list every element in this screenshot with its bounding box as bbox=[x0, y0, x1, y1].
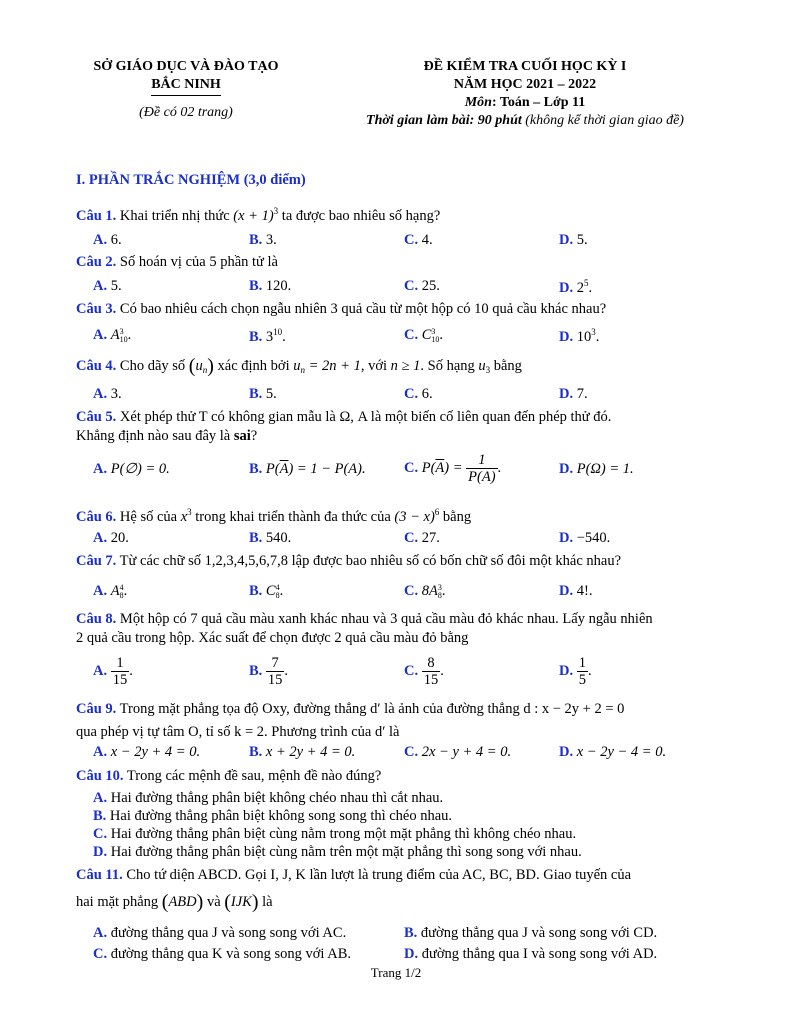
q7-option-c[interactable]: C. 8A 3 8 . bbox=[404, 582, 446, 600]
q11-option-a[interactable]: A. đường thẳng qua J và song song với AC. bbox=[93, 925, 347, 941]
q10-option-a[interactable]: A. Hai đường thẳng phân biệt không chéo nhau thì cắt nhau. bbox=[93, 790, 444, 806]
q3-option-c[interactable]: C. C 3 10 . bbox=[404, 326, 444, 344]
q1-option-d[interactable]: D. 5. bbox=[559, 232, 588, 248]
q6-option-a[interactable]: A. 20. bbox=[93, 530, 129, 546]
question-11: Câu 11. Cho tứ diện ABCD. Gọi I, J, K lần lượt là trung điểm của AC, BC, BD. Giao tuyến của hai mặt phẳng (ABD) và (IJK) là bbox=[76, 867, 632, 913]
question-1: Câu 1. Khai triển nhị thức $(x + 1)^3$ ta được bao nhiêu số hạng? bbox=[76, 206, 441, 224]
exam-title: ĐỀ KIỂM TRA CUỐI HỌC KỲ I bbox=[423, 59, 627, 74]
page-count-note: (Đề có 02 trang) bbox=[139, 105, 233, 120]
q2-option-b[interactable]: B. 120. bbox=[249, 278, 292, 294]
section-title: I. PHẦN TRẮC NGHIỆM (3,0 điểm) bbox=[76, 172, 306, 188]
exam-info-block bbox=[310, 58, 740, 130]
department-name: SỞ GIÁO DỤC VÀ ĐÀO TẠO bbox=[93, 59, 279, 74]
q6-option-b[interactable]: B. 540. bbox=[249, 530, 292, 546]
q8-option-a[interactable]: A. $\frac{1}{15}$ . bbox=[93, 655, 133, 688]
q11-option-d[interactable]: D. đường thẳng qua I và song song với AD. bbox=[404, 946, 658, 962]
question-7: Câu 7. Từ các chữ số 1,2,3,4,5,6,7,8 lập được bao nhiêu số có bốn chữ số đôi một khác nhau? bbox=[76, 553, 622, 569]
q3-option-b[interactable]: B. $3^{10}$. bbox=[249, 327, 286, 345]
q1-option-b[interactable]: B. 3. bbox=[249, 232, 277, 248]
time-note: (không kể thời gian giao đề) bbox=[525, 113, 684, 128]
q6-option-c[interactable]: C. 27. bbox=[404, 530, 440, 546]
q5-option-c[interactable]: C. $P(\overline{A})$ = $\frac{1}{P(A)}$ . bbox=[404, 452, 502, 485]
q8-option-b[interactable]: B. $\frac{7}{15}$ . bbox=[249, 655, 289, 688]
question-2: Câu 2. Số hoán vị của 5 phần tử là bbox=[76, 254, 278, 270]
question-4: Câu 4. Cho dãy số $(u_n)$ xác định bởi $u_n = 2n + 1$, với n ≥ 1. Số hạng $u_3$ bằng bbox=[76, 355, 522, 377]
q7-option-a[interactable]: A. A 4 8 . bbox=[93, 582, 128, 600]
q11-option-c[interactable]: C. đường thẳng qua K và song song với AB. bbox=[93, 946, 352, 962]
subject-label: Môn bbox=[464, 95, 492, 110]
q9-option-c[interactable]: C. 2x − y + 4 = 0. bbox=[404, 744, 512, 760]
q4-option-d[interactable]: D. 7. bbox=[559, 386, 588, 402]
question-10: Câu 10. Trong các mệnh đề sau, mệnh đề nào đúng? bbox=[76, 768, 382, 784]
q10-option-d[interactable]: D. Hai đường thẳng phân biệt cùng nằm trên một mặt phẳng thì song song với nhau. bbox=[93, 844, 582, 860]
q1-option-a[interactable]: A. 6. bbox=[93, 232, 122, 248]
q6-option-d[interactable]: D. −540. bbox=[559, 530, 611, 546]
time-label: Thời gian làm bài: 90 phút bbox=[366, 113, 522, 128]
q5-option-a[interactable]: A. P(∅) = 0. bbox=[93, 461, 170, 477]
question-5: Câu 5. Xét phép thử T có không gian mẫu là Ω, A là một biến cố liên quan đến phép thử đó. Khẳng định nào sau đây là sai? bbox=[76, 409, 612, 444]
q10-option-c[interactable]: C. Hai đường thẳng phân biệt cùng nằm trong một mặt phẳng thì không chéo nhau. bbox=[93, 826, 577, 842]
question-9: Câu 9. Trong mặt phẳng tọa độ Oxy, đường thẳng d′ là ảnh của đường thẳng d : x − 2y + 2 = 0 qua phép vị tự tâm O, tỉ số k = 2. Phương trình của d′ là bbox=[76, 701, 625, 740]
department-block bbox=[62, 58, 310, 122]
q10-option-b[interactable]: B. Hai đường thẳng phân biệt không song song thì chéo nhau. bbox=[93, 808, 453, 824]
q3-option-a[interactable]: A. A 3 10 . bbox=[93, 326, 132, 344]
question-8: Câu 8. Một hộp có 7 quả cầu màu xanh khác nhau và 3 quả cầu màu đỏ khác nhau. Lấy ngẫu nhiên 2 quả cầu trong hộp. Xác suất để chọn được 2 quả cầu màu đỏ bằng bbox=[76, 611, 653, 646]
q5-option-b[interactable]: B. $P(\overline{A}) = 1 - P(A)$. bbox=[249, 461, 366, 477]
province-name: BẮC NINH bbox=[151, 76, 221, 96]
q11-option-b[interactable]: B. đường thẳng qua J và song song với CD. bbox=[404, 925, 658, 941]
page-footer: Trang 1/2 bbox=[370, 965, 422, 980]
q2-option-a[interactable]: A. 5. bbox=[93, 278, 122, 294]
q9-option-a[interactable]: A. x − 2y + 4 = 0. bbox=[93, 744, 201, 760]
q3-option-d[interactable]: D. $10^3$. bbox=[559, 327, 600, 345]
q4-option-a[interactable]: A. 3. bbox=[93, 386, 122, 402]
q8-option-c[interactable]: C. $\frac{8}{15}$ . bbox=[404, 655, 444, 688]
question-6: Câu 6. Hệ số của $x^3$ trong khai triển thành đa thức của $(3 - x)^6$ bằng bbox=[76, 507, 472, 525]
subject-value: : Toán – Lớp 11 bbox=[491, 95, 586, 110]
q7-option-b[interactable]: B. C 4 8 . bbox=[249, 582, 284, 600]
q1-option-c[interactable]: C. 4. bbox=[404, 232, 433, 248]
question-3: Câu 3. Có bao nhiêu cách chọn ngẫu nhiên 3 quả cầu từ một hộp có 10 quả cầu khác nhau? bbox=[76, 301, 607, 317]
q4-option-b[interactable]: B. 5. bbox=[249, 386, 277, 402]
q2-option-d[interactable]: D. $2^5$. bbox=[559, 278, 593, 296]
q7-option-d[interactable]: D. 4!. bbox=[559, 583, 593, 599]
q9-option-b[interactable]: B. x + 2y + 4 = 0. bbox=[249, 744, 356, 760]
q8-option-d[interactable]: D. $\frac{1}{5}$ . bbox=[559, 655, 592, 688]
q2-option-c[interactable]: C. 25. bbox=[404, 278, 440, 294]
q9-option-d[interactable]: D. x − 2y − 4 = 0. bbox=[559, 744, 667, 760]
q5-option-d[interactable]: D. P(Ω) = 1. bbox=[559, 461, 634, 477]
school-year: NĂM HỌC 2021 – 2022 bbox=[453, 77, 597, 92]
q4-option-c[interactable]: C. 6. bbox=[404, 386, 433, 402]
